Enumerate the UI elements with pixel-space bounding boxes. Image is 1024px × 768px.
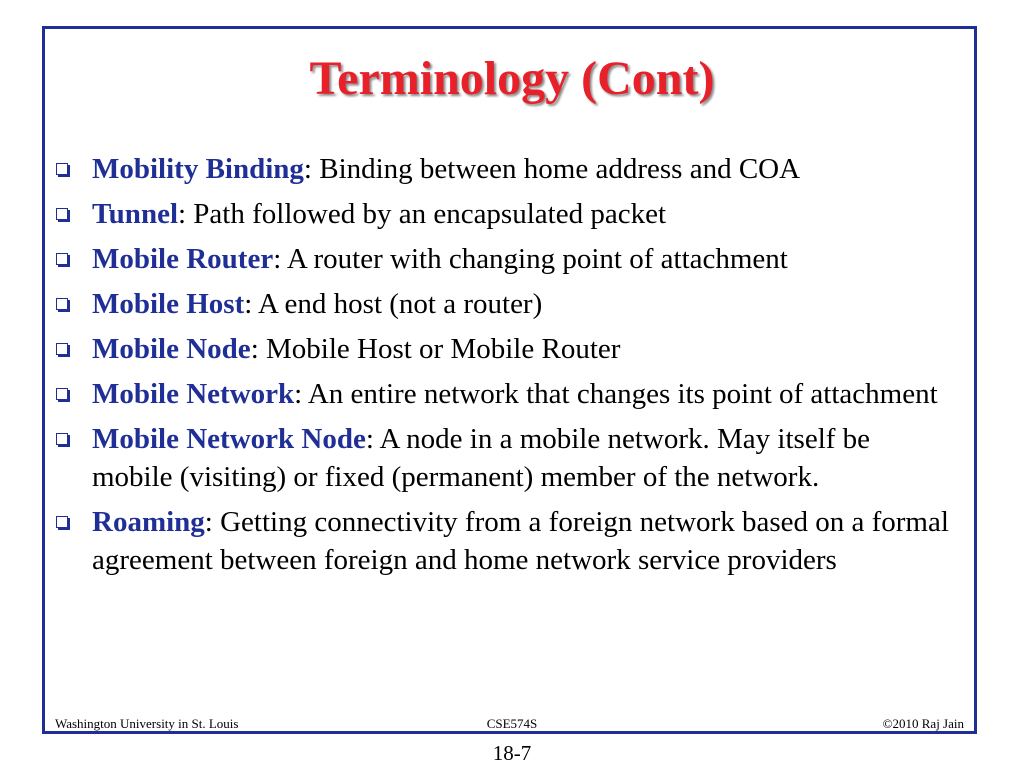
bullet-item-tunnel bbox=[52, 195, 952, 233]
hollow-square-icon bbox=[56, 253, 68, 265]
bullet-definition: : Path followed by an encapsulated packet bbox=[178, 198, 667, 230]
bullet-definition: : An entire network that changes its point of attachment bbox=[294, 378, 938, 410]
hollow-square-icon bbox=[56, 343, 68, 355]
page-number: 18-7 bbox=[492, 741, 532, 765]
footer-course: CSE574S bbox=[486, 716, 538, 731]
bullet-term: Tunnel bbox=[92, 198, 178, 230]
bullet-term: Mobile Host bbox=[92, 288, 245, 320]
bullet-item-mobile-network-node bbox=[52, 420, 952, 496]
hollow-square-icon bbox=[56, 433, 68, 445]
footer-institution: Washington University in St. Louis bbox=[55, 716, 239, 731]
bullet-term: Mobile Network bbox=[92, 378, 295, 410]
hollow-square-icon bbox=[56, 298, 68, 310]
bullet-item-mobile-router bbox=[52, 240, 952, 278]
bullet-term: Mobile Router bbox=[92, 243, 274, 275]
bullet-item-roaming bbox=[52, 503, 952, 579]
bullet-item-mobile-node bbox=[52, 330, 952, 368]
bullet-definition: : Binding between home address and COA bbox=[303, 153, 801, 185]
bullet-definition: : A router with changing point of attachment bbox=[273, 243, 788, 275]
hollow-square-icon bbox=[56, 208, 68, 220]
bullet-item-mobility-binding bbox=[52, 150, 952, 188]
bullet-term: Mobile Network Node bbox=[92, 423, 366, 455]
bullet-definition: : A node in a mobile network. May itself be mobile (visiting) or fixed (permanent) member of the network. bbox=[92, 423, 871, 493]
bullet-item-mobile-network bbox=[52, 375, 952, 413]
footer-copyright: ©2010 Raj Jain bbox=[882, 716, 964, 731]
hollow-square-icon bbox=[56, 163, 68, 175]
hollow-square-icon bbox=[56, 388, 68, 400]
slide-title: Terminology (Cont) bbox=[309, 52, 715, 105]
hollow-square-icon bbox=[56, 516, 68, 528]
bullet-definition: : Getting connectivity from a foreign network based on a formal agreement between foreign and home network service providers bbox=[92, 506, 949, 576]
bullet-item-mobile-host bbox=[52, 285, 952, 323]
bullet-definition: : A end host (not a router) bbox=[244, 288, 543, 320]
bullet-list bbox=[52, 150, 952, 586]
bullet-term: Roaming bbox=[92, 506, 205, 538]
bullet-term: Mobile Node bbox=[92, 333, 251, 365]
bullet-definition: : Mobile Host or Mobile Router bbox=[250, 333, 621, 365]
bullet-term: Mobility Binding bbox=[92, 153, 304, 185]
